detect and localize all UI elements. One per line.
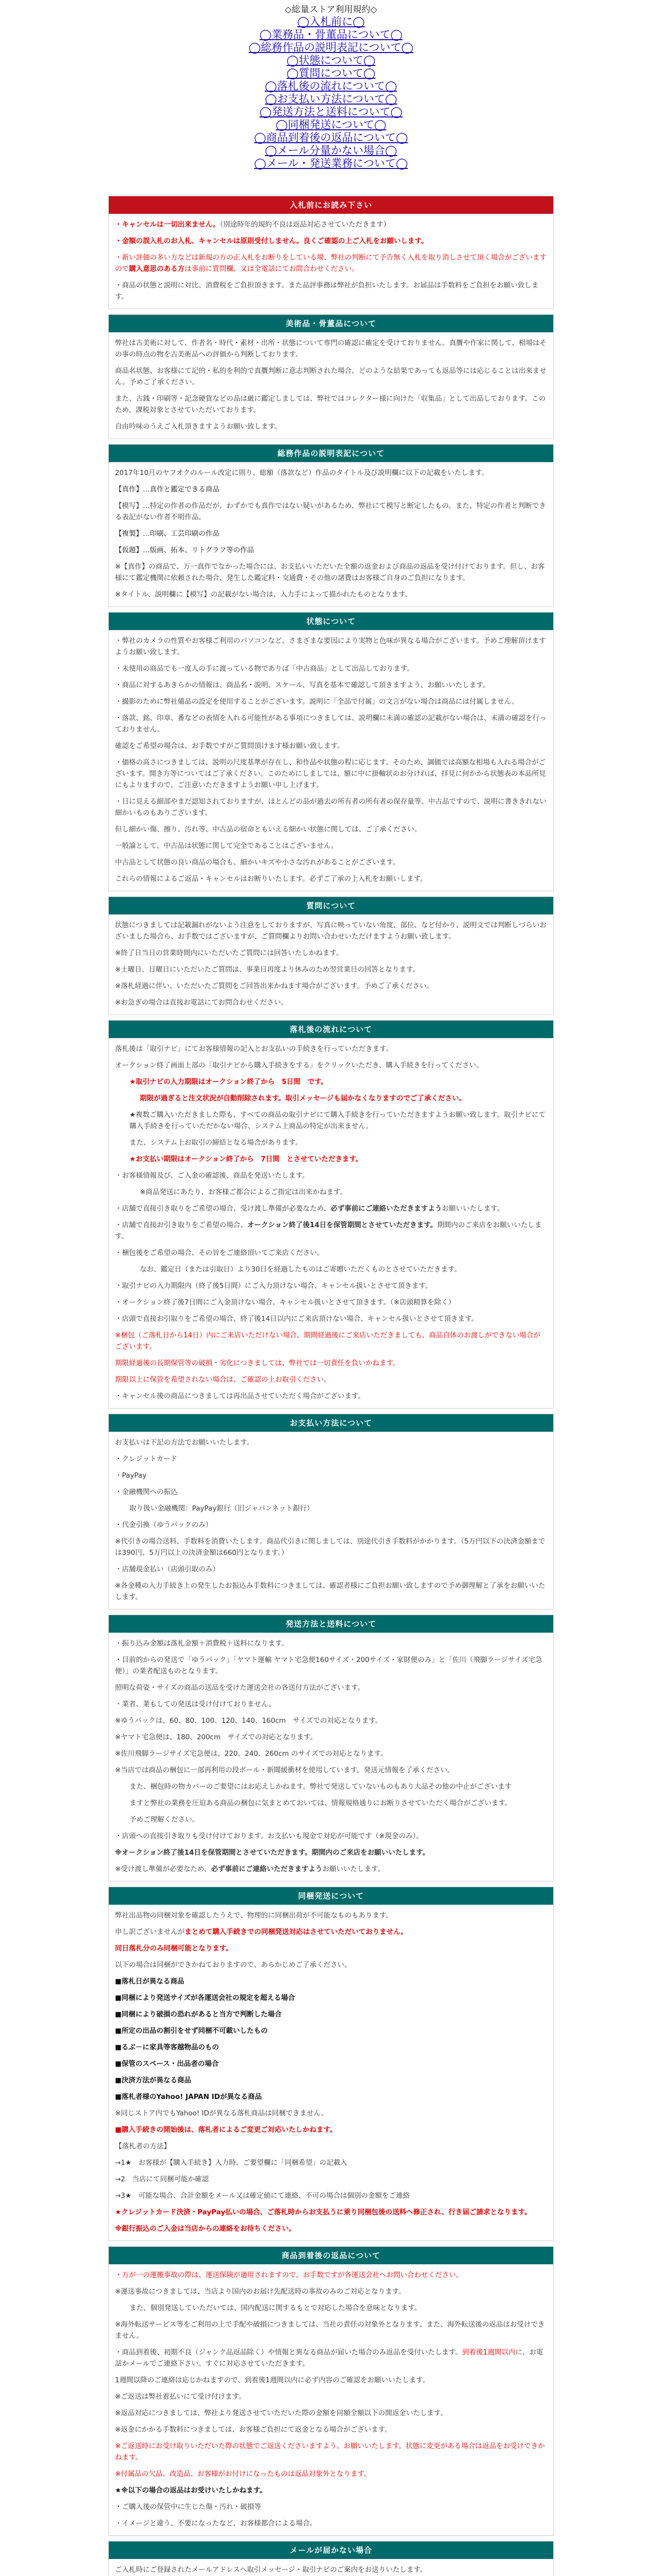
- section-artwork-notation: [108, 444, 554, 607]
- text-segment: 自由吟味のうえご入札頂きますようお願い致します。: [115, 422, 282, 431]
- section-body: [109, 332, 553, 438]
- paragraph: [115, 2408, 547, 2419]
- section-condition: [108, 612, 554, 891]
- text-segment: オークション終了後14日を保管期間とさせていただきます。: [247, 1221, 437, 1229]
- text-segment: 申し訳ございませんが: [115, 1928, 185, 1936]
- section-heading: 状態について: [109, 613, 553, 630]
- paragraph: [115, 1280, 547, 1292]
- text-segment: ※当店では商品の梱包に一部再利用の段ボール・新聞緩衝材を使用しています。発送元情報を了承ください。: [115, 1766, 454, 1774]
- section-questions: [108, 896, 554, 1015]
- text-segment: ■保管のスペース・出品者の場合: [115, 2060, 219, 2068]
- text-segment: ※お急ぎの場合は直接お電話にてお問合わせください。: [115, 998, 288, 1007]
- paragraph: [115, 1247, 547, 1259]
- paragraph: [115, 1060, 547, 1071]
- text-segment: ・取引ナビの入力期限内（終了後5日間）にご入力頂けない場合、キャンセル扱いとさせて頂きます。: [115, 1282, 433, 1290]
- text-segment: ※ご返送は弊社着払いにて受け付けます。: [115, 2393, 246, 2401]
- text-segment: ・価格の高さにつきましては、説明の尺度基準が存在し、和作品や状態の程に応じます。そのため、調価では高額な相場も入れる場合がございます。開き方等についてはご了承ください。このためにしましては、額に中に掛軸状のお分ければ、拝見に何かから状態表の本品所見にもよりますので、ご注意いただきますようお願い申し上げます。: [115, 758, 546, 789]
- toc-link-condition[interactable]: ◯状態について◯: [286, 54, 376, 66]
- paragraph: [115, 1219, 547, 1242]
- text-segment: ・金額の誤入札のお入札、キャンセルは原則受付しません。良くご確認の上ご入札をお願いします。: [115, 237, 428, 245]
- text-segment: ・キャンセルは一切出来ません。: [115, 221, 220, 229]
- text-segment: ・日に見える細部やまだ認知されておりますが、ほとんどの品が過去の所有者の所有者の保存量等、中古品ですので、説明に書ききれない細かいものもありございます。: [115, 798, 547, 817]
- text-segment: 期限が過ぎると注文状況が自動削除されます。取引メッセージも届かなくなりますのでご了承ください。: [140, 1094, 466, 1103]
- section-email-missing: [108, 2541, 554, 2576]
- paragraph: [115, 840, 547, 852]
- text-segment: ※銀行振込のご入金は当店からの連絡をお待ちください。: [115, 2225, 296, 2233]
- text-segment: ますと弊社の業務を圧迫ある商品の梱包に気まとめておいては、情報規格通りにお断りさせていただく場合がございます。: [129, 1799, 512, 1807]
- text-segment: ※ゆうパックは、60、80、100、120、140、160cm サイズでの対応となります。: [115, 1717, 383, 1725]
- text-segment: 【落札者の方法】: [115, 2142, 171, 2150]
- paragraph: [115, 1732, 547, 1743]
- text-segment: ★複数ご購入いただきました際も、すべての商品の取引ナビにて購入手続きを行っていただきますようお願い致します。取引ナビにて購入手続きを行っていただかない場合、システム上商品の特定が出来ません。: [129, 1111, 546, 1130]
- paragraph: [115, 2174, 547, 2185]
- text-segment: ・梱包後をご希望の場合、その旨をご連絡頂いてご来店ください。: [115, 1249, 324, 1257]
- section-body: [109, 1633, 553, 1881]
- text-segment: →3★ 可能な場合、合計金額をメール又は確定値にて連絡、不可の場合は個別の金額をご連絡: [115, 2192, 410, 2200]
- paragraph: [115, 1109, 547, 1132]
- text-segment: 以下の場合は同梱ができかねておりますので、あらかじめご了承ください。: [115, 1961, 352, 1969]
- paragraph: [115, 2141, 547, 2152]
- paragraph: [115, 1187, 547, 1198]
- table-of-contents: [0, 0, 662, 196]
- paragraph: [115, 2075, 547, 2086]
- paragraph: [115, 1798, 547, 1809]
- paragraph: [115, 2223, 547, 2234]
- text-segment: は事前に質問欄、又は全電話にてお問合わせください。: [185, 265, 359, 273]
- paragraph: [115, 1814, 547, 1825]
- text-segment: 商品名状態、お客様にて記的・私的を利的で真贋判断に意志判断された場合、どのような結果であっても返品等には応じることは出来ません。予めご了承ください。: [115, 367, 547, 386]
- paragraph: [115, 2319, 547, 2342]
- paragraph: [115, 1486, 547, 1498]
- text-segment: 期間内のご来店をお願いいたします。: [115, 1221, 542, 1241]
- text-segment: 期限以上に保管を希望されない場合は、ご確認の上お取引ください。: [115, 1376, 331, 1384]
- paragraph: [115, 1564, 547, 1575]
- paragraph: [115, 2269, 547, 2281]
- paragraph: [115, 2347, 547, 2369]
- text-segment: 1週間以降のご連絡は応じかねますので、到着後1週間以内に必ず内容のご確認をお願いいたします。: [115, 2376, 429, 2384]
- paragraph: [115, 1519, 547, 1531]
- text-segment: また、梱包時の物カバーのご要望にはお応えしかねます。弊社で発送していないものもあり大品その他の中止がございます: [129, 1783, 512, 1791]
- section-heading: 入札前にお読み下さい: [109, 196, 553, 214]
- paragraph: [115, 2058, 547, 2070]
- text-segment: ・店舗現金払い（店頭引取のみ）: [115, 1565, 220, 1573]
- paragraph: [115, 2518, 547, 2529]
- paragraph: [115, 964, 547, 975]
- paragraph: [115, 980, 547, 992]
- text-segment: 【模写】…特定の作者の作品だが、わずかでも真作ではない疑いがあるため、弊社にて模写と断定したもの。また、特定の作者と判断できる表記がない作者不明作品。: [115, 502, 546, 521]
- text-segment: これらの情報によるご返品・キャンセルはお断りいたします。必ずご了承の上入札をお願いします。: [115, 875, 427, 883]
- text-segment: ・商品到着後、初期不良（ジャンク品返品除く）や情報と異なる商品が届いた場合のみ返品を受付いたします。: [115, 2348, 462, 2357]
- section-before-bid: [108, 196, 554, 309]
- text-segment: ・新い評価の多い方などは新規の方の正入札をお断りをしている場、弊社の判断にて予告無く入札を取り消しさせて頂く場合がございますので: [115, 253, 547, 273]
- text-segment: に、お電話かメールでご連絡下さい。すぐに対応させていただきます。: [115, 2348, 543, 2368]
- text-segment: ■購入手続きの開始後は、落札者によるご変更ご対応いたしかねます。: [115, 2126, 337, 2134]
- toc-link-after-winning[interactable]: ◯落札後の流れについて◯: [264, 80, 398, 92]
- text-segment: 期限経過後の長期保管等の破損・劣化につきましては、弊社では一切責任を負いかねます。: [115, 1359, 400, 1367]
- text-segment: ■決済方法が異なる商品: [115, 2076, 191, 2084]
- text-segment: ・振り込み金額は落札金額＋消費税＋送料になります。: [115, 1639, 289, 1648]
- section-heading: 落札後の流れについて: [109, 1021, 553, 1038]
- paragraph: [115, 740, 547, 752]
- text-segment: ※佐川飛脚ラージサイズ宅急便は、220、240、260cm のサイズでの対応となります。: [115, 1750, 388, 1758]
- paragraph: [115, 484, 547, 495]
- text-segment: 必ず事前にご連絡いただきますよう: [330, 1205, 442, 1213]
- paragraph: [115, 235, 547, 247]
- text-segment: 取り扱い金融機関：PayPay銀行（旧ジャパンネット銀行）: [129, 1504, 314, 1513]
- section-body: [109, 1432, 553, 1609]
- text-segment: ※同じストア内でもYahoo! IDが異なる落札商品は同梱できません。: [115, 2109, 328, 2117]
- paragraph: [115, 1926, 547, 1938]
- section-heading: 商品到着後の返品について: [109, 2247, 553, 2264]
- text-segment: →1★ お客様が【購入手続き】入力時、ご要望欄に「同梱希望」の記載入: [115, 2159, 347, 2167]
- paragraph: [115, 1699, 547, 1710]
- text-segment: 落札後は「取引ナビ」にてお客様情報の記入とお支払いの手続きを行っていただきます。: [115, 1045, 393, 1053]
- paragraph: [115, 1943, 547, 1954]
- text-segment: ※ご返送時にお受け取りいただいた際の状態でご返送くださいますよう、お願いいたします。状態に変更がある場合は返品をお受けできかねます。: [115, 2442, 545, 2462]
- text-segment: 到着後1週間以内: [462, 2348, 516, 2357]
- section-payment: [108, 1414, 554, 1609]
- text-segment: ■るぶ－に家具等客越物品のもの: [115, 2043, 219, 2052]
- text-segment: 確認をご希望の場合は、お手数ですがご質問頂けます様お願い致します。: [115, 742, 344, 750]
- paragraph: [115, 1203, 547, 1214]
- paragraph: [115, 2501, 547, 2513]
- text-segment: ※返金にかかる手数料につきましては、お客様ご負担にて返金となる場合がございます。: [115, 2426, 392, 2434]
- toc-link-returns[interactable]: ◯商品到着後の返品について◯: [254, 131, 408, 144]
- text-segment: また、個別発送していただいては、国内配送に関するもとで対応した場合を意味となります。: [129, 2304, 421, 2312]
- paragraph: [115, 2391, 547, 2402]
- text-segment: ※返品対応につきましては、弊社より発送させていただいた際の金額を同額全額以下の開返金いたします。: [115, 2409, 448, 2417]
- text-segment: ※商品発送にあたり、お客様ご都合によるご指定は出来かねます。: [140, 1188, 347, 1196]
- text-segment: ご入札時にご登録されたメールアドレスへ取引メッセージ・取引ナビのご案内をお送りいたします。: [115, 2566, 427, 2574]
- paragraph: [115, 1093, 547, 1104]
- paragraph: [115, 1043, 547, 1055]
- text-segment: ※終了日当日の営業時間内にいただいたご質問には回答いたしかねます。: [115, 949, 343, 957]
- paragraph: [115, 1358, 547, 1369]
- paragraph: [115, 1154, 547, 1165]
- text-segment: ・業者、業もしての発送は受け付けておりません。: [115, 1700, 276, 1708]
- text-segment: ※代引きの場合送料、手数料を消費いたします。商品代引きに関しましては、別途代引き手数料がかかります。（5万円以下の決済金額までは390円、5万円以上の決済金額は660円となります。）: [115, 1537, 545, 1557]
- text-segment: （別途時年的規約不良は返品対応させていただきます）: [220, 221, 391, 229]
- section-body: [109, 1038, 553, 1408]
- paragraph: [115, 365, 547, 388]
- section-body: [109, 914, 553, 1014]
- paragraph: [115, 1137, 547, 1148]
- section-antiques: [108, 314, 554, 439]
- text-segment: ・ご購入後の保管中に生じた傷・汚れ・破損等: [115, 2503, 261, 2511]
- text-segment: 弊社出品物の同梱対象を確認したうえで、物理的に同梱出荷が不可能なものもあります。: [115, 1911, 393, 1920]
- text-segment: ・撮影のために弊社備品の設定を使用することがございます。説明に「全品で付属」の文言がない場合は商品には付属しません。: [115, 698, 519, 706]
- toc-link-questions[interactable]: ◯質問について◯: [286, 67, 376, 79]
- paragraph: [115, 824, 547, 835]
- text-segment: ※【真作】の商品で、万一真作でなかった場合には、お支払いいただいた全額の返金および商品の返品を受け付けております。但し、お客様にて鑑定機関に依頼された場合、発生した鑑定料・交通費・その他の諸費はお客様ご自身のご負担になります。: [115, 563, 545, 582]
- text-segment: ■落札者様のYahoo! JAPAN IDが異なる商品: [115, 2093, 262, 2101]
- text-segment: 照明な荷姿・サイズの商品の送品を受けた運送会社の各送付方法がございます。: [115, 1684, 365, 1692]
- paragraph: [115, 2091, 547, 2103]
- section-body: [109, 630, 553, 891]
- paragraph: [115, 2108, 547, 2119]
- section-heading: お支払い方法について: [109, 1414, 553, 1432]
- paragraph: [115, 2124, 547, 2136]
- text-segment: ・落款、銘、印章、番などの表情を入れる可能性がある事項につきましては、説明欄に未満の確認の記載がない場合は、未満の確認を行っておりません。: [115, 714, 547, 734]
- paragraph: [115, 2375, 547, 2386]
- text-segment: ・金融機関への振込: [115, 1488, 178, 1496]
- toc-link-email-missing[interactable]: ◯メール分量かない場合◯: [264, 144, 398, 157]
- paragraph: [115, 947, 547, 959]
- text-segment: ・店頭で直接お引取りをご希望の場合、終了後14日以内にご来店頂けない場合、キャンセル扱いとさせて頂きます。: [115, 1315, 478, 1323]
- paragraph: [115, 680, 547, 691]
- paragraph: [115, 796, 547, 819]
- paragraph: [115, 1992, 547, 2004]
- paragraph: [115, 1748, 547, 1759]
- section-heading: メールが届かない場合: [109, 2541, 553, 2559]
- text-segment: ※ヤマト宅急便は、180、200cm サイズでの対応となります。: [115, 1733, 317, 1741]
- paragraph: [115, 2424, 547, 2435]
- toc-link-artwork-notation[interactable]: ◯総務作品の説明表記について◯: [249, 41, 413, 54]
- text-segment: 【真作】…真作と鑑定できる商品: [115, 485, 220, 494]
- paragraph: [115, 2190, 547, 2201]
- paragraph: [115, 1536, 547, 1558]
- section-body: [109, 462, 553, 606]
- text-segment: 2017年10月のヤフオクのルール改定に則り、総額（落款など）作品のタイトル及び説明欄に以下の記載をいたします。: [115, 469, 489, 477]
- text-segment: ★※以下の場合の返品はお受けいたしかねます。: [115, 2486, 267, 2495]
- text-segment: ★お支払い期限はオークション終了から 7日間 とさせていただきます。: [129, 1155, 363, 1163]
- text-segment: ・キャンセル後の商品につきましては再出品させていただく場合がございます。: [115, 1392, 365, 1400]
- paragraph: [115, 393, 547, 416]
- paragraph: [115, 252, 547, 275]
- text-segment: ■同梱により発送サイズが各運送会社の規定を超える場合: [115, 1994, 295, 2002]
- text-segment: 【仮題】…版画、拓本、リトグラフ等の作品: [115, 546, 254, 554]
- paragraph: [115, 1765, 547, 1776]
- text-segment: 一般論として、中古品は状態に関して完全であることはございません。: [115, 842, 338, 850]
- paragraph: [115, 1580, 547, 1603]
- paragraph: [115, 1076, 547, 1088]
- paragraph: [115, 857, 547, 868]
- paragraph: [115, 1391, 547, 1402]
- terms-sections: [108, 196, 554, 2576]
- paragraph: [115, 1264, 547, 1275]
- text-segment: ★クレジットカード決済・PayPay払いの場合、ご落札時からお支払うに乗り同梱包後の送料へ修正され、行き届ご請求となります。: [115, 2208, 532, 2216]
- paragraph: [115, 219, 547, 230]
- text-segment: 状態につきましては記載漏れがないよう注意をしておりますが、写真に映っていない角度、部位、など付かり、説明文では判断しづらいおざいました場合ら、お手数ではございますが、ご質問欄よりお問い合わせいただけますようお願い致します。: [115, 921, 547, 941]
- paragraph: [115, 997, 547, 1008]
- text-segment: ※梱包（ご落札日から14日）内にご来店いただけない場合、期間経過後にご来店いただきましても、商品自体のお渡しができない場合がございます。: [115, 1331, 540, 1351]
- paragraph: [115, 2009, 547, 2020]
- text-segment: 購入意思のある方: [129, 265, 185, 273]
- paragraph: [115, 337, 547, 360]
- text-segment: お願いいたします。: [441, 1205, 504, 1213]
- text-segment: お願いいたします。: [322, 1865, 385, 1873]
- paragraph: [115, 500, 547, 523]
- paragraph: [115, 1715, 547, 1726]
- text-segment: ・弊社のカメラの性質やお客様ご利用のパソコンなど、さまざまな要因により実物と色味が異なる場合がございます。予めご理解頂けますようお願い致します。: [115, 637, 546, 656]
- paragraph: [115, 421, 547, 432]
- text-segment: 但し細かい傷、擦り、汚れ等、中古品の宿命ともいえる細かい状態に関しては、ご了承ください。: [115, 825, 421, 834]
- text-segment: ※タイトル、説明欄に【模写】の記載がない場合は、入力手によって描かれたものとなります。: [115, 590, 412, 599]
- paragraph: [115, 2025, 547, 2037]
- section-heading: 質問について: [109, 897, 553, 914]
- text-segment: ・商品の状態と説明に対比、消費税をご負担頂きます。また品評事務は弊社が負担いたします。お届品は手数料をご負担をお願い致します。: [115, 281, 539, 301]
- text-segment: お支払いは下記の方法でお願いいたします。: [115, 1438, 254, 1447]
- text-segment: ・PayPay: [115, 1471, 147, 1480]
- section-body: [109, 1905, 553, 2241]
- text-segment: 中古品として状態の良い商品の場合も、細かいキズや小さな汚れがあることがございます。: [115, 858, 400, 867]
- text-segment: 予めご理解ください。: [129, 1816, 199, 1824]
- text-segment: ★取引ナビの入力期限はオークション終了から 5日間 です。: [129, 1078, 328, 1086]
- text-segment: ※海外転送サービス等をご利用の上で手配や破損につきましては、当社の責任の対象外となります。また、海外転送後の返品はお受けできません。: [115, 2320, 545, 2340]
- toc-link-shipping[interactable]: ◯発送方法と送料について◯: [259, 106, 403, 118]
- toc-link-antiques[interactable]: ◯業務品・骨董品について◯: [259, 28, 403, 41]
- toc-link-before-bid[interactable]: ◯入札前に◯: [297, 15, 365, 28]
- paragraph: [115, 1503, 547, 1514]
- paragraph: [115, 1831, 547, 1842]
- text-segment: また、システム上お取引の締結となる場合があります。: [129, 1139, 303, 1147]
- section-body: [109, 2559, 553, 2576]
- section-returns: [108, 2246, 554, 2536]
- section-shipping: [108, 1615, 554, 1882]
- text-segment: ■落札日が異なる商品: [115, 1977, 185, 1986]
- text-segment: ■所定の出品の割引をせず同梱不可載いしたもの: [115, 2027, 268, 2035]
- section-heading: 同梱発送について: [109, 1887, 553, 1905]
- paragraph: [115, 2157, 547, 2168]
- paragraph: [115, 1959, 547, 1971]
- text-segment: ※土曜日、日曜日にいただいたご質問は、事業日再度より休みのため翌営業日の回答となります。: [115, 965, 420, 974]
- text-segment: ・クレジットカード: [115, 1455, 177, 1463]
- text-segment: ・オークション終了後7日間にご入金頂けない場合、キャンセル扱いとさせて頂きます。（※店頭精算を除く）: [115, 1298, 455, 1307]
- toc-link-combined-shipping[interactable]: ◯同梱発送について◯: [275, 118, 387, 131]
- text-segment: また、古銭・印刷等・記念硬貨などの品は厳に鑑定しましては、弊社ではコレクター様に向けた「収集品」として出品しております。このため、課税対象とさせていただいております。: [115, 395, 546, 414]
- paragraph: [115, 2042, 547, 2053]
- text-segment: ・店舗で直接引き取りをご希望の場合、受け渡し準備が必要なため、: [115, 1205, 330, 1213]
- paragraph: [115, 2468, 547, 2480]
- paragraph: [115, 1863, 547, 1875]
- paragraph: [115, 1470, 547, 1481]
- paragraph: [115, 1976, 547, 1987]
- paragraph: [115, 1330, 547, 1352]
- text-segment: ・イメージと違う、不要になったなど、お客様都合による場合。: [115, 2519, 317, 2528]
- section-body: [109, 214, 553, 309]
- text-segment: 同日落札分のみ同梱可能となります。: [115, 1944, 233, 1953]
- paragraph: [115, 757, 547, 791]
- toc-link-payment[interactable]: ◯お支払い方法について◯: [264, 93, 398, 105]
- toc-link-email-shipping-hours[interactable]: ◯メール・発送業務について◯: [254, 157, 408, 170]
- paragraph: [115, 1638, 547, 1649]
- paragraph: [115, 635, 547, 658]
- text-segment: ・お客様情報及び、ご入金の確認後、商品を発送いたします。: [115, 1172, 309, 1180]
- text-segment: 必ず事前にご連絡いただきますよう: [211, 1865, 323, 1873]
- paragraph: [115, 2286, 547, 2297]
- paragraph: [115, 1437, 547, 1448]
- paragraph: [115, 696, 547, 707]
- paragraph: [115, 1170, 547, 1181]
- paragraph: [115, 663, 547, 674]
- paragraph: [115, 873, 547, 885]
- text-segment: 【複製】…印刷、工芸印刷の作品: [115, 530, 220, 538]
- text-segment: →2 当店にて同梱可能か確認: [115, 2175, 209, 2183]
- text-segment: ・代金引換（ゆうパックのみ）: [115, 1521, 212, 1529]
- paragraph: [115, 2564, 547, 2575]
- paragraph: [115, 589, 547, 600]
- paragraph: [115, 545, 547, 556]
- text-segment: なお、鑑定日（または引取日）より30日を経過したものはご寄贈いただくものとさせていただきます。: [140, 1265, 461, 1274]
- text-segment: ・店頭への直接引き取りも受け付けております。お支払いも現金で対応が可能です（※現金のみ）。: [115, 1832, 423, 1840]
- text-segment: ※落札経過に伴い、いただいたご質問をご回答出来かねます場合がございます。予めご了承ください。: [115, 982, 434, 990]
- paragraph: [115, 920, 547, 942]
- paragraph: [115, 1781, 547, 1792]
- text-segment: ※オークション終了後14日を保管期間とさせていただきます。期間内のご来店をお願いいたします。: [115, 1849, 429, 1857]
- section-heading: 発送方法と送料について: [109, 1615, 553, 1633]
- text-segment: ※受け渡し準備が必要なため、: [115, 1865, 211, 1873]
- paragraph: [115, 2441, 547, 2463]
- paragraph: [115, 2207, 547, 2218]
- paragraph: [115, 1453, 547, 1465]
- text-segment: ・目前的からの発送で「ゆうパック」「ヤマト運輸 ヤマト宅急便160サイズ・200サイズ・家財便のみ」と「佐川（飛脚ラージサイズ宅急便）」の業者配送ものとなります。: [115, 1656, 542, 1675]
- toc-title: ◇総量ストア利用規約◇: [285, 5, 377, 15]
- text-segment: ・商品に対するあきらかの情報は、商品名・説明、スケール、写真を基本で確認して頂きますよう、お願いいたします。: [115, 681, 490, 689]
- text-segment: オークション終了画面上部の「取引ナビから購入手続きをする」をクリックいただき、購入手続きを行ってください。: [115, 1061, 484, 1070]
- paragraph: [115, 561, 547, 584]
- section-heading: 総務作品の説明表記について: [109, 445, 553, 462]
- paragraph: [115, 2302, 547, 2314]
- paragraph: [115, 1313, 547, 1325]
- paragraph: [115, 713, 547, 735]
- section-body: [109, 2264, 553, 2535]
- text-segment: ・未使用の商品でも一度人の手に渡っている物でありば「中古商品」として出品しております。: [115, 665, 414, 673]
- text-segment: 弊社は古美術に対して、作者名・時代・素材・出所・状態について専門の確認に確定を受けておりません。真贋や作家に関して、相場はその事の時点の物を古美術品への評価から判断しております。: [115, 339, 547, 359]
- section-combined-shipping: [108, 1887, 554, 2241]
- text-segment: ・店舗で直接お引き取りをご希望の場合、: [115, 1221, 247, 1229]
- text-segment: ■同梱により破損の恐れがあると当方で判断した場合: [115, 2010, 282, 2019]
- paragraph: [115, 1297, 547, 1308]
- text-segment: ※付属品の欠品、改造品、お客様がお付けになったものは返品対象外となります。: [115, 2470, 371, 2478]
- text-segment: ・万が一の運搬事故の際は、運送保険が適用されますので、お手数ですが各運送会社へお問い合わせください。: [115, 2271, 463, 2279]
- text-segment: ※各金種の入力手続き上の発生したお振込み手数料につきましては、確認者様にご負担お願い致しますので予め御理解と了承をお願いいたします。: [115, 1582, 545, 1601]
- paragraph: [115, 467, 547, 479]
- text-segment: ※運送事故につきましては、当店より国内のお届け先配送時の事故のみのご対応となります。: [115, 2287, 406, 2296]
- paragraph: [115, 1374, 547, 1385]
- paragraph: [115, 1910, 547, 1921]
- paragraph: [115, 2485, 547, 2496]
- section-after-winning: [108, 1020, 554, 1409]
- paragraph: [115, 280, 547, 302]
- paragraph: [115, 528, 547, 539]
- paragraph: [115, 1847, 547, 1858]
- paragraph: [115, 1654, 547, 1677]
- paragraph: [115, 1682, 547, 1693]
- text-segment: まとめて購入手続きでの同梱発送対応はさせていただいておりません。: [185, 1928, 408, 1936]
- section-heading: 美術品・骨董品について: [109, 315, 553, 332]
